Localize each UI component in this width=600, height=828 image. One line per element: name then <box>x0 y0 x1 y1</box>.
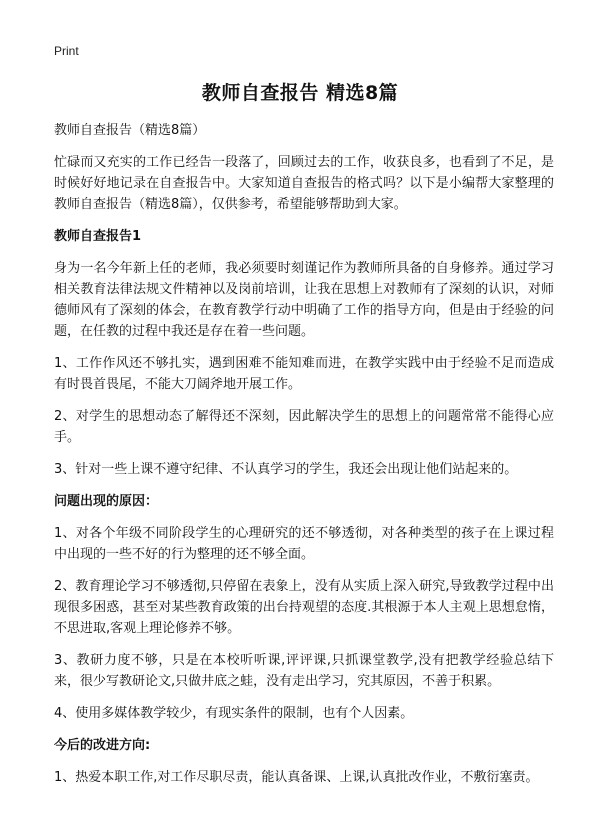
list-item: 1、热爱本职工作,对工作尽职尽责，能认真备课、上课,认真批改作业，不敷衍塞责。 <box>54 770 539 785</box>
print-link[interactable]: Print <box>54 44 79 58</box>
document-subtitle: 教师自查报告（精选8篇） <box>54 123 206 138</box>
paragraph: 身为一名今年新上任的老师，我必须要时刻谨记作为教师所具备的自身修养。通过学习相关教育法律法规文件精神以及岗前培训，让我在思想上对教师有了深刻的认识，对师德师风有了深刻的体会，在教育教学行动中明确了工作的指导方向，但是由于经验的问题，在任教的过程中我还是存在着一些问题。 <box>54 261 554 339</box>
list-item: 4、使用多媒体教学较少，有现实条件的限制，也有个人因素。 <box>54 706 414 721</box>
document-body <box>54 120 554 799</box>
section-heading-problem-causes: 问题出现的原因： <box>54 494 159 509</box>
list-item: 2、教育理论学习不够透彻,只停留在表象上，没有从实质上深入研究,导致教学过程中出现很多困惑，甚至对某些教育政策的出台持观望的态度.其根源于本人主观上思想怠惰，不思进取,客观上理论修养不够。 <box>54 579 554 636</box>
document-title: 教师自查报告 精选8篇 <box>201 82 399 104</box>
intro-paragraph: 忙碌而又充实的工作已经告一段落了，回顾过去的工作，收获良多，也看到了不足，是时候好好地记录在自查报告中。大家知道自查报告的格式吗？以下是小编帮大家整理的教师自查报告（精选8篇），仅供参考，希望能够帮助到大家。 <box>54 155 554 212</box>
list-item: 2、对学生的思想动态了解得还不深刻，因此解决学生的思想上的问题常常不能得心应手。 <box>54 409 554 445</box>
list-item: 3、针对一些上课不遵守纪律、不认真学习的学生，我还会出现让他们站起来的。 <box>54 462 518 477</box>
list-item: 3、教研力度不够，只是在本校听听课,评评课,只抓课堂教学,没有把教学经验总结下来，很少写教研论文,只做井底之蛙，没有走出学习，究其原因，不善于积累。 <box>54 653 554 689</box>
list-item: 1、工作作风还不够扎实，遇到困难不能知难而进，在教学实践中由于经验不足而造成有时畏首畏尾，不能大刀阔斧地开展工作。 <box>54 356 554 392</box>
list-item: 1、对各个年级不同阶段学生的心理研究的还不够透彻，对各种类型的孩子在上课过程中出现的一些不好的行为整理的还不够全面。 <box>54 526 554 562</box>
section-heading-report-1: 教师自查报告1 <box>54 229 142 244</box>
section-heading-improvements: 今后的改进方向: <box>54 738 151 753</box>
